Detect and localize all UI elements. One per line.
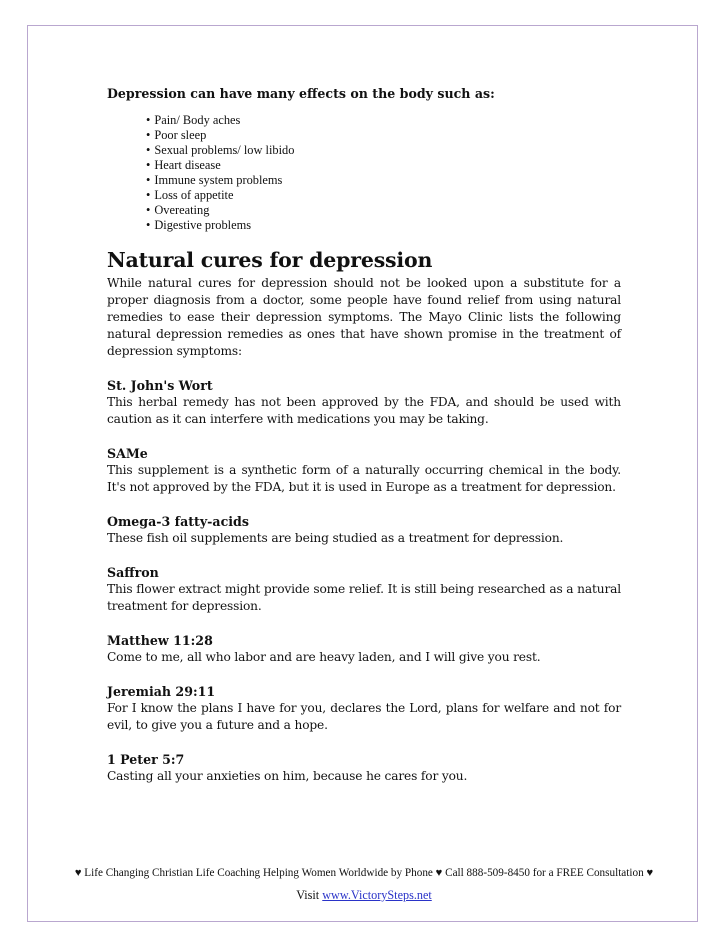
verse-text: Casting all your anxieties on him, because he cares for you. [107,769,468,783]
remedy-title: St. John's Wort [107,378,213,393]
effects-list [146,113,621,233]
remedy-title: SAMe [107,446,148,461]
remedy-text: This flower extract might provide some relief. It is still being researched as a natural treatment for depression. [107,582,621,613]
verse-1-peter [107,751,621,785]
list-item: • Loss of appetite [146,188,621,203]
list-item: • Immune system problems [146,173,621,188]
intro-text: Depression can have many effects on the body such as: [107,86,495,101]
footer-visit [0,888,728,903]
list-item: • Overeating [146,203,621,218]
remedy-text: These fish oil supplements are being studied as a treatment for depression. [107,531,564,545]
remedy-same [107,445,621,496]
list-item: • Heart disease [146,158,621,173]
remedy-saffron [107,564,621,615]
remedy-text: This supplement is a synthetic form of a naturally occurring chemical in the body. It's not approved by the FDA, but it is used in Europe as a treatment for depression. [107,463,621,494]
verse-reference: Matthew 11:28 [107,633,213,648]
list-item: • Poor sleep [146,128,621,143]
website-link[interactable]: www.VictorySteps.net [322,888,432,902]
verse-text: Come to me, all who labor and are heavy laden, and I will give you rest. [107,650,541,664]
remedy-omega-3 [107,513,621,547]
section-heading: Natural cures for depression [107,248,433,272]
list-item: • Sexual problems/ low libido [146,143,621,158]
footer-visit-label: Visit [296,888,320,902]
verse-text: For I know the plans I have for you, declares the Lord, plans for welfare and not for evil, to give you a future and a hope. [107,701,621,732]
intro-paragraph: While natural cures for depression should not be looked upon a substitute for a proper diagnosis from a doctor, some people have found relief from using natural remedies to ease their depression symptoms. The Mayo Clinic lists the following natural depression remedies as ones that have shown promise in the treatment of depression symptoms: [107,276,621,358]
list-item: • Digestive problems [146,218,621,233]
list-item: • Pain/ Body aches [146,113,621,128]
footer-tagline: ♥ Life Changing Christian Life Coaching Helping Women Worldwide by Phone ♥ Call 888-509-8450 for a FREE Consultation ♥ [74,867,654,879]
remedy-text: This herbal remedy has not been approved by the FDA, and should be used with caution as it can interfere with medications you may be taking. [107,395,621,426]
verse-matthew [107,632,621,666]
remedy-title: Saffron [107,565,159,580]
page-content [107,86,621,785]
remedy-st-johns-wort [107,377,621,428]
verse-jeremiah [107,683,621,734]
verse-reference: 1 Peter 5:7 [107,752,185,767]
verse-reference: Jeremiah 29:11 [107,684,216,699]
remedy-title: Omega-3 fatty-acids [107,514,249,529]
